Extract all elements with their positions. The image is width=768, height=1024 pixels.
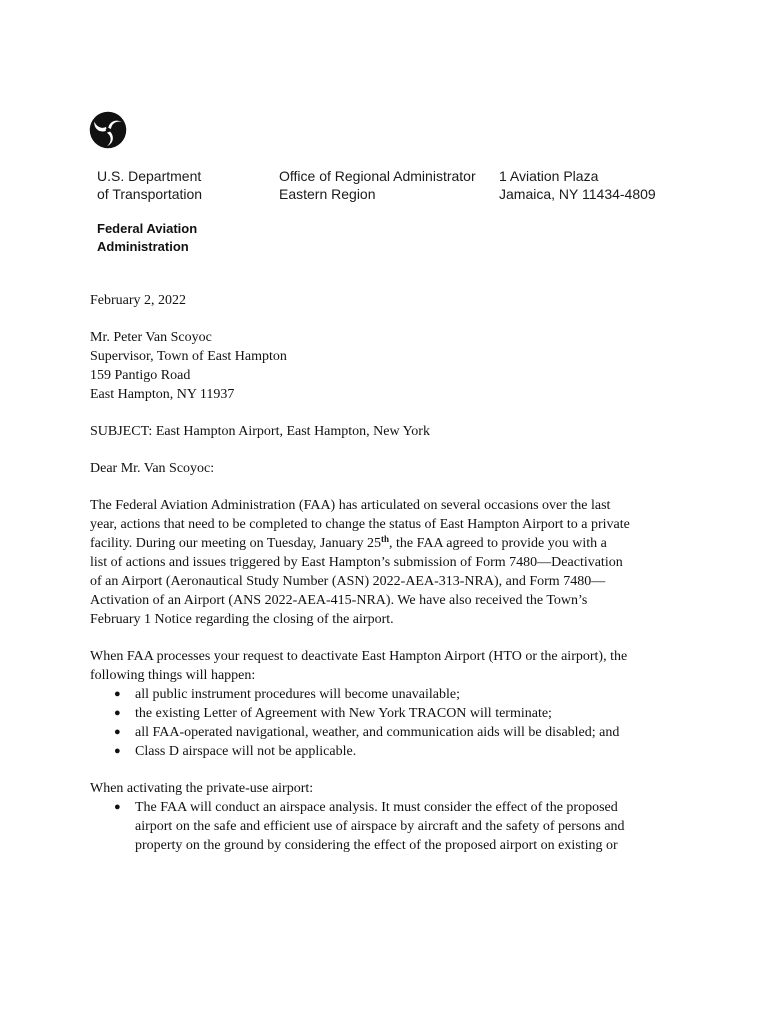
- salutation: Dear Mr. Van Scoyoc:: [90, 461, 215, 476]
- paragraph-2: When FAA processes your request to deactivate East Hampton Airport (HTO or the airport), the following things will happen: ● all public instrument procedures will become unavailable; ● the existing Letter of Agreement with New York TRACON will terminate; ● all FAA-operated navigational, weather, and communication aids will be disabled; and ● Class D airspace will not be applicable.: [90, 647, 680, 761]
- bullet-icon: ●: [114, 801, 121, 813]
- subject-line: SUBJECT: East Hampton Airport, East Hampton, New York: [90, 424, 430, 439]
- list-item: ● the existing Letter of Agreement with New York TRACON will terminate;: [114, 706, 552, 721]
- address-line1: 1 Aviation Plaza: [499, 168, 599, 184]
- paragraph-1: The Federal Aviation Administration (FAA) has articulated on several occasions over the last year, actions that need to be completed to change the status of East Hampton Airport to a private facility. During our meeting on Tuesday, January 25th, the FAA agreed to provide you with a list of actions and issues triggered by East Hampton’s submission of Form 7480—Deactivation of an Airport (Aeronautical Study Number (ASN) 2022-AEA-313-NRA), and Form 7480— Activation of an Airport (ANS 2022-AEA-415-NRA). We have also received the Town’s February 1 Notice regarding the closing of the airport.: [90, 498, 630, 627]
- letter-date: February 2, 2022: [90, 293, 187, 308]
- bullet-icon: ●: [114, 707, 121, 719]
- letter-body: [90, 291, 680, 873]
- list-item: ● Class D airspace will not be applicable.: [114, 744, 357, 759]
- deactivation-list: [90, 685, 680, 761]
- department-block: [97, 167, 202, 203]
- address-line2: Jamaica, NY 11434-4809: [499, 186, 656, 202]
- recipient-street: 159 Pantigo Road: [90, 368, 191, 383]
- recipient-name: Mr. Peter Van Scoyoc: [90, 330, 212, 345]
- list-item: ● all FAA-operated navigational, weather, and communication aids will be disabled; and: [114, 725, 620, 740]
- recipient-address: [90, 328, 680, 404]
- paragraph-3: When activating the private-use airport: ● The FAA will conduct an airspace analysis. It must consider the effect of the proposed airport on the safe and efficient use of airspace by aircraft and the safety of persons and property on the ground by considering the effect of the proposed airport on existing or: [90, 779, 680, 855]
- agency-name: Federal Aviation Administration: [97, 221, 198, 254]
- office-line2: Eastern Region: [279, 186, 376, 202]
- dot-triskelion-icon: [89, 111, 127, 149]
- bullet-icon: ●: [114, 745, 121, 757]
- bullet-icon: ●: [114, 726, 121, 738]
- department-line2: of Transportation: [97, 186, 203, 202]
- list-item: ● The FAA will conduct an airspace analysis. It must consider the effect of the proposed airport on the safe and efficient use of airspace by aircraft and the safety of persons and property on the ground by considering the effect of the proposed airport on existing or: [114, 800, 625, 853]
- address-block: [499, 167, 656, 203]
- department-line1: U.S. Department: [97, 168, 202, 184]
- recipient-title: Supervisor, Town of East Hampton: [90, 349, 287, 364]
- office-block: [279, 167, 476, 203]
- recipient-city: East Hampton, NY 11937: [90, 387, 235, 402]
- activation-list: [90, 798, 680, 855]
- list-item: ● all public instrument procedures will become unavailable;: [114, 687, 461, 702]
- bullet-icon: ●: [114, 688, 121, 700]
- office-line1: Office of Regional Administrator: [279, 168, 476, 184]
